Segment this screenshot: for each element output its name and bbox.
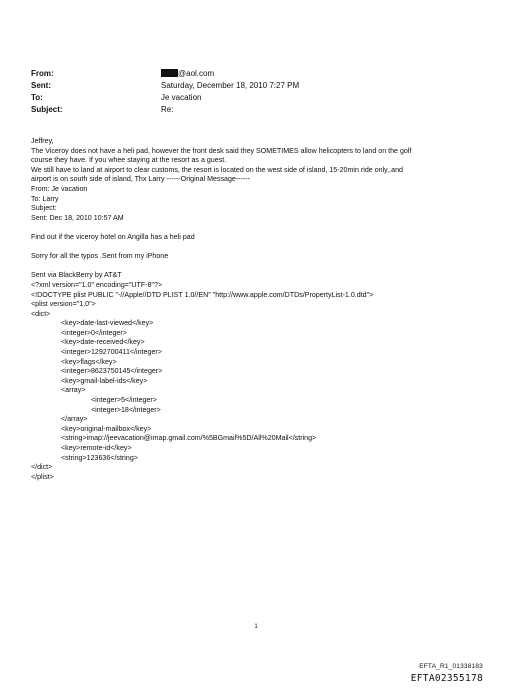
plist-line: </array> [61,415,88,424]
typos-line: Sorry for all the typos .Sent from my iPhone [31,252,169,261]
body-line: course they have. If you whee staying at the resort as a guest. [31,156,227,165]
plist-close: </plist> [31,472,54,481]
plist-line: <integer>0</integer> [61,328,127,337]
sent-row [31,80,471,92]
plist-open: <plist version="1.0"> [31,300,96,309]
email-body [31,137,486,482]
blackberry-signature: Sent via BlackBerry by AT&T [31,271,122,280]
original-subject: Subject: [31,204,57,213]
body-line: We still have to land at airport to clear customs, the resort is located on the west side of island, 15-20min ride only,.and [31,165,403,174]
plist-line: <key>date-last-viewed</key> [61,319,154,328]
dict-close: </dict> [31,463,53,472]
question-line: Find out if the viceroy hotel on Angilla has a heli pad [31,232,195,241]
plist-line: <array> [61,386,86,395]
subject-row [31,104,471,116]
to-row [31,92,471,104]
body-line: airport is on south side of island, Thx Larry ------Original Message------ [31,175,251,184]
original-sent: Sent: Dec 18, 2010 10:57 AM [31,213,124,222]
to-label: To: [31,93,43,102]
sent-value: Saturday, December 18, 2010 7:27 PM [161,81,300,90]
sent-label: Sent: [31,81,51,90]
plist-line: <integer>18</integer> [91,405,161,414]
bates-number-small: EFTA_R1_01338183 [419,663,483,670]
plist-line: <integer>5</integer> [91,396,157,405]
to-value: Je vacation [161,93,202,102]
from-address: @aol.com [178,69,215,78]
plist-line: <integer>1292700411</integer> [61,348,162,357]
from-value [161,68,471,80]
plist-line: <key>original-mailbox</key> [61,424,152,433]
plist-line: <integer>8623750145</integer> [61,367,163,376]
doctype-line: <!DOCTYPE plist PUBLIC "-//Apple//DTD PLIST 1.0//EN" "http://www.apple.com/DTDs/PropertyList-1.0.dtd"> [31,290,374,299]
plist-line: <key>date-received</key> [61,338,145,347]
body-line: The Viceroy does not have a heli pad, however the front desk said they SOMETIMES allow helicopters to land on the golf [31,146,412,155]
email-header [31,68,471,116]
plist-line: <string>123636</string> [61,453,138,462]
bates-number-large: EFTA02355178 [410,673,483,684]
plist-line: <key>remote-id</key> [61,444,132,452]
original-to: To: Larry [31,194,59,203]
from-row [31,68,471,80]
page-number: 1 [254,624,258,630]
plist-line: <string>imap://jeevacation@imap.gmail.com/%5BGmail%5D/All%20Mail</string> [61,434,317,443]
plist-line: <key>gmail-label-ids</key> [61,376,148,385]
dict-open: <dict> [31,309,51,318]
from-label: From: [31,69,54,78]
subject-value: Re: [161,105,174,114]
greeting: Jeffrey, [31,137,54,145]
original-from: From: Je vacation [31,184,88,193]
subject-label: Subject: [31,105,63,114]
xml-declaration: <?xml version="1.0" encoding="UTF-8"?> [31,280,163,289]
plist-line: <key>flags</key> [61,357,117,366]
redaction-box [161,69,178,77]
